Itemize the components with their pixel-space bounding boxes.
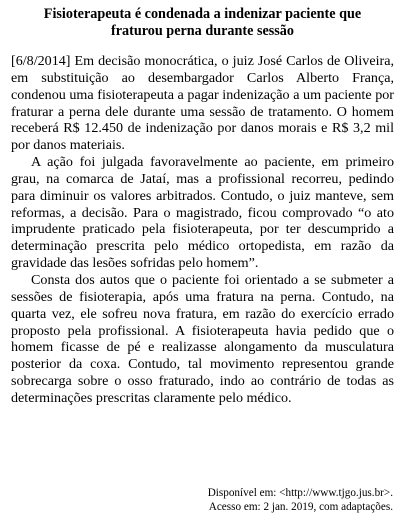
- article-paragraph-2: A ação foi julgada favoravelmente ao paciente, em primeiro grau, na comarca de Jataí, mas a profissional recorreu, pedindo para diminuir os valores arbitrados. Contudo, o juiz manteve, sem reformas, a decisão. Para o magistrado, ficou comprovado “o ato imprudente praticado pela fisioterapeuta, por ter descumprido a determinação prescrita pelo médico ortopedista, em razão da gravidade das lesões sofridas pelo homem”.: [11, 154, 394, 272]
- article-title: Fisioterapeuta é condenada a indenizar paciente que fraturou perna durante sessão: [43, 6, 362, 39]
- source-citation: [208, 486, 393, 514]
- source-url-line: Disponível em: <http://www.tjgo.jus.br>.: [207, 487, 393, 499]
- article-paragraph-3: Consta dos autos que o paciente foi orientado a se submeter a sessões de fisioterapia, após uma fratura na perna. Contudo, na quarta vez, ele sofreu nova fratura, em razão do exercício errado proposto pela profissional. A fisioterapeuta havia pedido que o homem ficasse de pé e realizasse alongamento da musculatura posterior da coxa. Contudo, tal movimento representou grande sobrecarga sobre o osso fraturado, indo ao contrário de todas as determinações prescritas claramente pelo médico.: [11, 271, 394, 406]
- source-access-line: Acesso em: 2 jan. 2019, com adaptações.: [208, 501, 393, 513]
- article-paragraph-1: [6/8/2014] Em decisão monocrática, o juiz José Carlos de Oliveira, em substituição ao desembargador Carlos Alberto França, condenou uma fisioterapeuta a pagar indenização a um paciente por fraturar a perna dele durante uma sessão de tratamento. O homem receberá R$ 12.450 de indenização por danos morais e R$ 3,2 mil por danos materiais.: [11, 53, 394, 154]
